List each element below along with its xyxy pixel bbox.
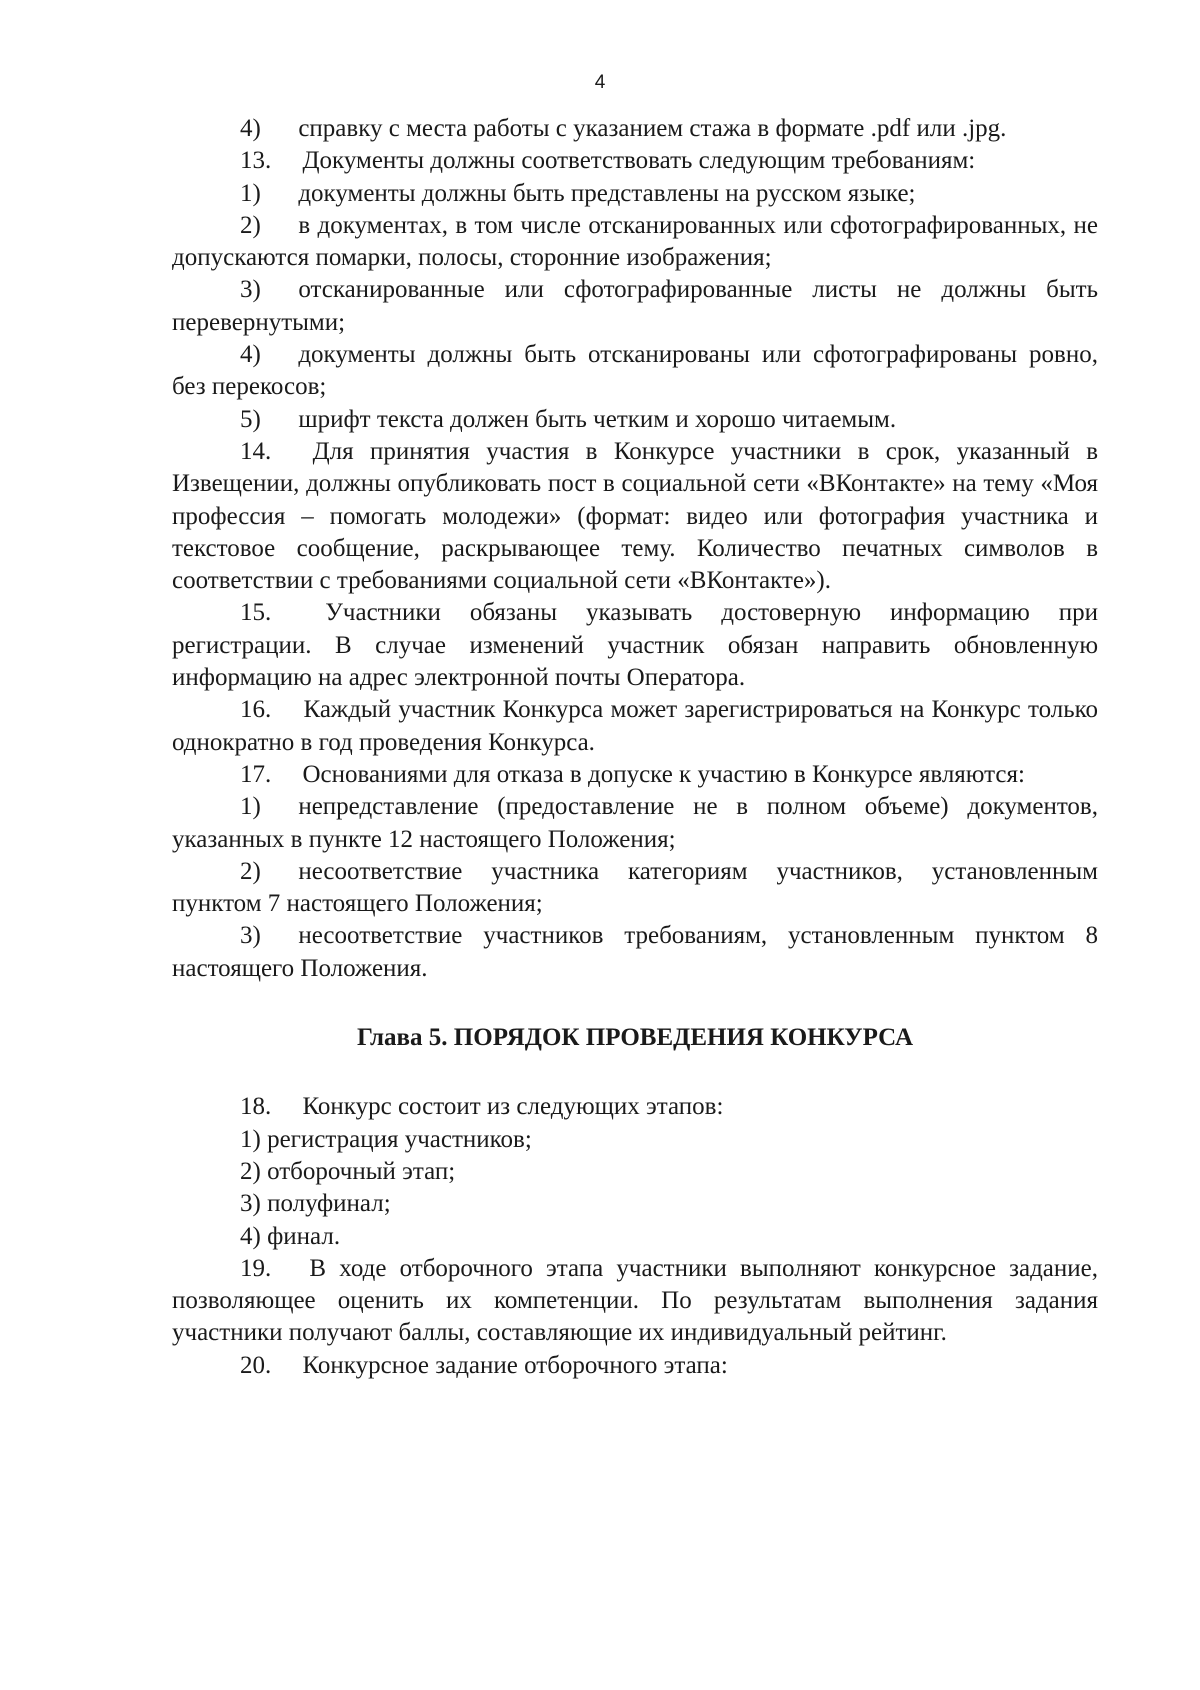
paragraph: 2) несоответствие участника категориям участников, установленным пунктом 7 настоящего Положения; (172, 857, 1105, 918)
paragraph: 15. Участники обязаны указывать достоверную информацию при регистрации. В случае изменений участник обязан направить обновленную информацию на адрес электронной почты Оператора. (172, 599, 1105, 692)
list-item: 3) полуфинал; (240, 1190, 391, 1218)
list-item: 4) финал. (240, 1222, 341, 1250)
list-item: 1) регистрация участников; (240, 1125, 532, 1153)
paragraph: 3) отсканированные или сфотографированные листы не должны быть перевернутыми; (172, 276, 1105, 336)
paragraph: 19. В ходе отборочного этапа участники выполняют конкурсное задание, позволяющее оценить их компетенции. По результатам выполнения задания участники получают баллы, составляющие их индивидуальный рейтинг. (172, 1254, 1105, 1347)
paragraph: 4) документы должны быть отсканированы или сфотографированы ровно, без перекосов; (172, 341, 1105, 401)
paragraph: 2) в документах, в том числе отсканированных или сфотографированных, не допускаются помарки, полосы, сторонние изображения; (172, 211, 1105, 272)
stages-list (172, 1124, 1098, 1253)
document-body (172, 113, 1105, 1382)
paragraph: 5) шрифт текста должен быть четким и хорошо читаемым. (240, 405, 897, 433)
chapter-heading: Глава 5. ПОРЯДОК ПРОВЕДЕНИЯ КОНКУРСА (356, 1024, 914, 1052)
paragraph: 20. Конкурсное задание отборочного этапа: (240, 1351, 728, 1379)
list-item: 2) отборочный этап; (240, 1157, 456, 1185)
paragraph: 14. Для принятия участия в Конкурсе участники в срок, указанный в Извещении, должны опубликовать пост в социальной сети «ВКонтакте» на тему «Моя профессия – помогать молодежи» (формат: видео или фотография участника и текстовое сообщение, раскрывающее тему. Количество печатных символов в соответствии с требованиями социальной сети «ВКонтакте»). (172, 437, 1105, 595)
paragraph: 3) несоответствие участников требованиям, установленным пунктом 8 настоящего Положения. (172, 922, 1105, 982)
paragraph: 4) справку с места работы с указанием стажа в формате .pdf или .jpg. (240, 115, 1007, 142)
paragraph: 1) документы должны быть представлены на русском языке; (240, 179, 916, 207)
paragraph: 18. Конкурс состоит из следующих этапов: (240, 1093, 724, 1121)
paragraph: 16. Каждый участник Конкурса может зарегистрироваться на Конкурс только однократно в год проведения Конкурса. (172, 696, 1105, 756)
page-number: 4 (594, 72, 606, 93)
paragraph: 17. Основаниями для отказа в допуске к участию в Конкурсе являются: (240, 760, 1025, 788)
paragraph: 13. Документы должны соответствовать следующим требованиям: (240, 147, 976, 175)
paragraph: 1) непредставление (предоставление не в полном объеме) документов, указанных в пункте 12 настоящего Положения; (172, 793, 1105, 853)
